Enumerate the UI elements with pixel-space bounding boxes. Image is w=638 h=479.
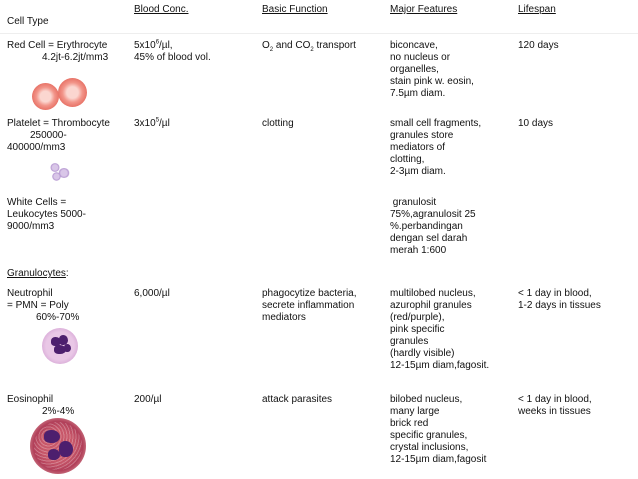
neutrophil-conc: 6,000/µl: [134, 288, 170, 299]
eosinophil-lifespan: < 1 day in blood, weeks in tissues: [518, 394, 592, 417]
eosinophil-function: attack parasites: [262, 394, 333, 405]
header-major-features: Major Features: [390, 4, 458, 15]
neutrophil-name: Neutrophil: [7, 288, 53, 299]
platelet-count-upper: 400000/mm3: [7, 142, 66, 153]
header-cell-type: Cell Type: [7, 16, 49, 27]
red-cell-function: $O_2$ and $CO_2$ transport: [262, 40, 356, 53]
eosinophil-percent: 2%-4%: [42, 406, 75, 417]
neutrophil-features: multilobed nucleus, azurophil granules (red/purple), pink specific granules (hardly visible) 12-15µm diam,fagosit.: [390, 288, 490, 371]
erythrocyte-image: [32, 83, 59, 110]
neutrophil-percent: 60%-70%: [36, 312, 80, 323]
granulocytes-heading: Granulocytes:: [7, 268, 69, 279]
red-cell-name: Red Cell = Erythrocyte: [7, 40, 108, 51]
red-cell-count: 4.2jt-6.2jt/mm3: [42, 52, 109, 63]
platelet-features: small cell fragments, granules store mediators of clotting, 2-3µm diam.: [390, 118, 482, 177]
platelet-image-3: [52, 172, 61, 181]
neutrophil-lifespan: < 1 day in blood, 1-2 days in tissues: [518, 288, 601, 311]
red-cell-conc: $5x10^6/\mu l$,: [134, 39, 173, 51]
header-blood-conc: Blood Conc.: [134, 4, 189, 15]
eosinophil-conc: 200/µl: [134, 394, 162, 405]
white-cell-name: White Cells = Leukocytes 5000- 9000/mm3: [7, 197, 86, 232]
neutrophil-function: phagocytize bacteria, secrete inflammation mediators: [262, 288, 357, 323]
platelet-function: clotting: [262, 118, 294, 129]
red-cell-conc-vol: 45% of blood vol.: [134, 52, 211, 63]
eosinophil-name: Eosinophil: [7, 394, 54, 405]
neutrophil-alias: = PMN = Poly: [7, 300, 69, 311]
red-cell-features: biconcave, no nucleus or organelles, stain pink w. eosin, 7.5µm diam.: [390, 40, 474, 99]
neutrophil-image: [42, 328, 78, 364]
platelet-conc: $3x10^5/\mu l$: [134, 117, 170, 129]
erythrocyte-image-2: [58, 78, 87, 107]
white-cell-features: granulosit 75%,agranulosit 25 %.perbandingan dengan sel darah merah 1:600: [390, 197, 476, 256]
platelet-lifespan: 10 days: [518, 118, 554, 129]
eosinophil-image: [30, 418, 86, 474]
eosinophil-features: bilobed nucleus, many large brick red specific granules, crystal inclusions, 12-15µm diam,fagosit: [390, 394, 487, 465]
header-lifespan: Lifespan: [518, 4, 556, 15]
platelet-name: Platelet = Thrombocyte: [7, 118, 110, 129]
header-divider: [0, 33, 638, 34]
red-cell-lifespan: 120 days: [518, 40, 559, 51]
header-basic-function: Basic Function: [262, 4, 328, 15]
platelet-count: 250000-: [30, 130, 67, 141]
